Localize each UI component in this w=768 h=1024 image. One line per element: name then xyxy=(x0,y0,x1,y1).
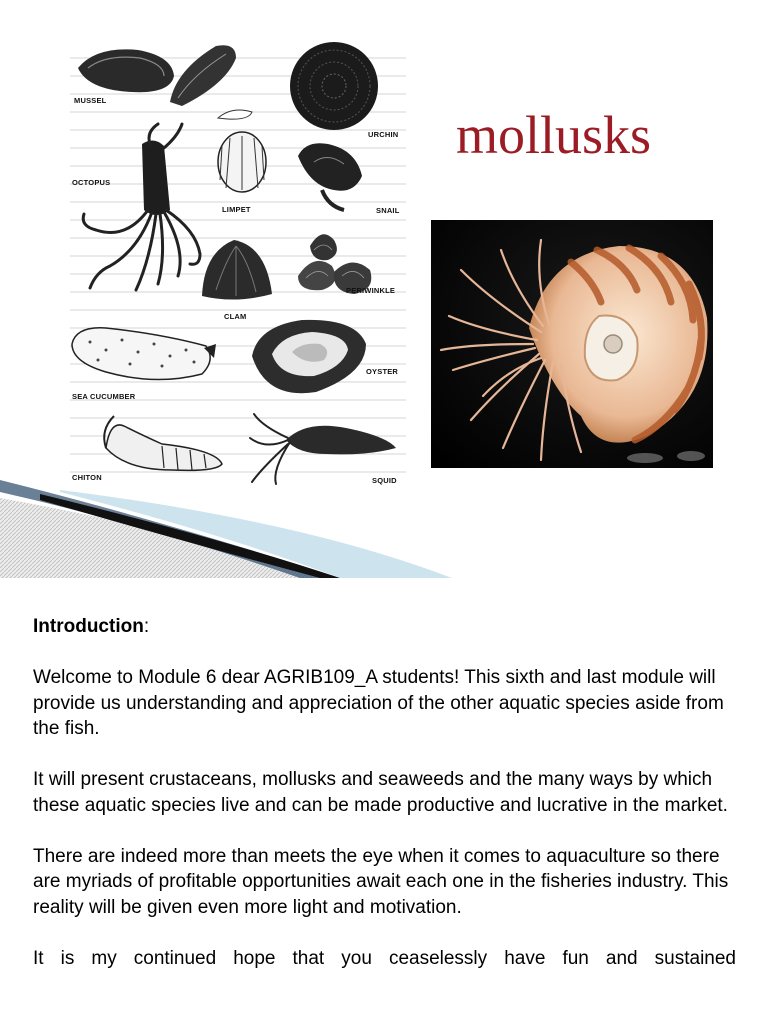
sea-cucumber-drawing xyxy=(72,328,216,380)
introduction-heading-line xyxy=(33,614,736,640)
label-sea-cucumber: SEA CUCUMBER xyxy=(72,392,136,401)
module-introduction xyxy=(33,614,736,997)
clam-drawing xyxy=(202,240,272,300)
nautilus-photo xyxy=(431,220,713,468)
label-periwinkle: PERIWINKLE xyxy=(346,286,396,295)
paragraph-welcome: Welcome to Module 6 dear AGRIB109_A students! This sixth and last module will provide us understanding and appreciation of the other aquatic species aside from the fish. xyxy=(33,667,724,739)
squid-drawing xyxy=(250,414,396,484)
paragraph-present: It will present crustaceans, mollusks and seaweeds and the many ways by which these aquatic species live and can be made productive and lucrative in the market. xyxy=(33,769,728,816)
paragraph-opportunities: There are indeed more than meets the eye when it comes to aquaculture so there are myriads of profitable opportunities await each one in the fisheries industry. This reality will be given even more light and motivation. xyxy=(33,845,729,918)
label-squid: SQUID xyxy=(372,476,397,485)
mollusk-species-illustration xyxy=(66,40,410,490)
label-urchin: URCHIN xyxy=(368,130,399,139)
snail-drawing xyxy=(298,143,362,210)
heading-colon: : xyxy=(143,616,150,637)
octopus-drawing xyxy=(83,124,200,290)
label-oyster: OYSTER xyxy=(366,367,399,376)
label-octopus: OCTOPUS xyxy=(72,178,111,187)
chiton-drawing xyxy=(104,416,222,470)
label-clam: CLAM xyxy=(224,312,247,321)
slide-title: mollusks xyxy=(456,105,652,165)
limpet-drawing xyxy=(218,132,266,192)
paragraph-closing: It is my continued hope that you ceaselessly have fun and sustained xyxy=(33,947,736,969)
label-snail: SNAIL xyxy=(376,206,400,215)
urchin-drawing xyxy=(290,42,378,130)
label-chiton: CHITON xyxy=(72,473,102,482)
label-mussel: MUSSEL xyxy=(74,96,107,105)
decorative-swoosh xyxy=(0,480,768,578)
introduction-heading: Introduction xyxy=(33,616,144,637)
label-limpet: LIMPET xyxy=(222,205,251,214)
